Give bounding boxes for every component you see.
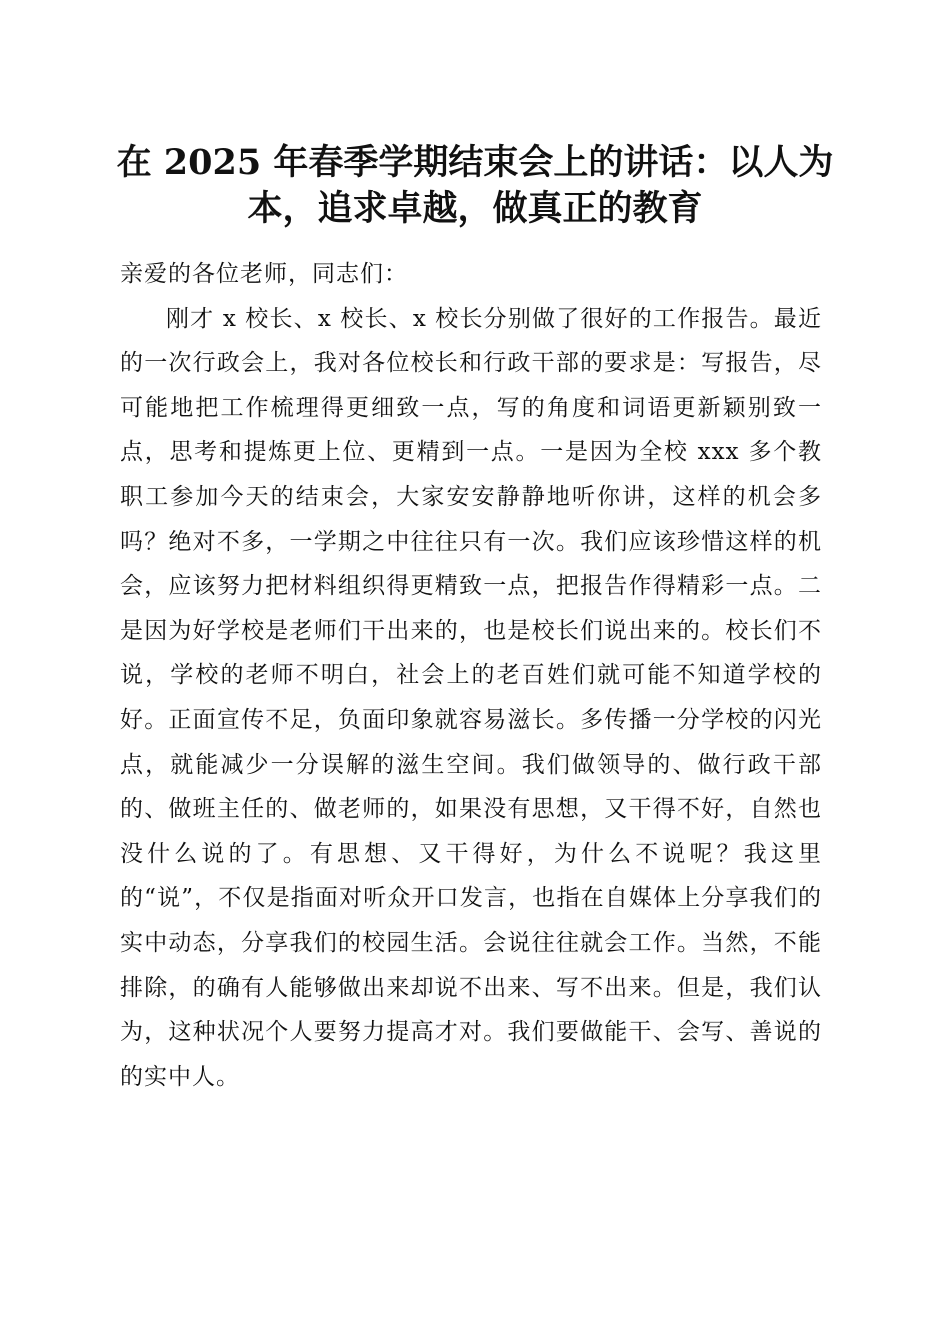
- document-title: 在 2025 年春季学期结束会上的讲话：以人为本，追求卓越，做真正的教育: [116, 142, 834, 229]
- document-body: [120, 252, 822, 1099]
- body-paragraph: 刚才 x 校长、x 校长、x 校长分别做了很好的工作报告。最近的一次行政会上，我对各位校长和行政干部的要求是：写报告，尽可能地把工作梳理得更细致一点，写的角度和词语更新颖别致一点，思考和提炼更上位、更精到一点。一是因为全校 xxx 多个教职工参加今天的结束会，大家安安静静地听你讲，这样的机会多吗？绝对不多，一学期之中往往只有一次。我们应该珍惜这样的机会，应该努力把材料组织得更精致一点，把报告作得精彩一点。二是因为好学校是老师们干出来的，也是校长们说出来的。校长们不说，学校的老师不明白，社会上的老百姓们就可能不知道学校的好。正面宣传不足，负面印象就容易滋长。多传播一分学校的闪光点，就能减少一分误解的滋生空间。我们做领导的、做行政干部的、做班主任的、做老师的，如果没有思想，又干得不好，自然也没什么说的了。有思想、又干得好，为什么不说呢？我这里的“说”，不仅是指面对听众开口发言，也指在自媒体上分享我们的实中动态，分享我们的校园生活。会说往往就会工作。当然，不能排除，的确有人能够做出来却说不出来、写不出来。但是，我们认为，这种状况个人要努力提高才对。我们要做能干、会写、善说的的实中人。: [120, 305, 822, 1090]
- salutation: 亲爱的各位老师，同志们：: [120, 261, 408, 287]
